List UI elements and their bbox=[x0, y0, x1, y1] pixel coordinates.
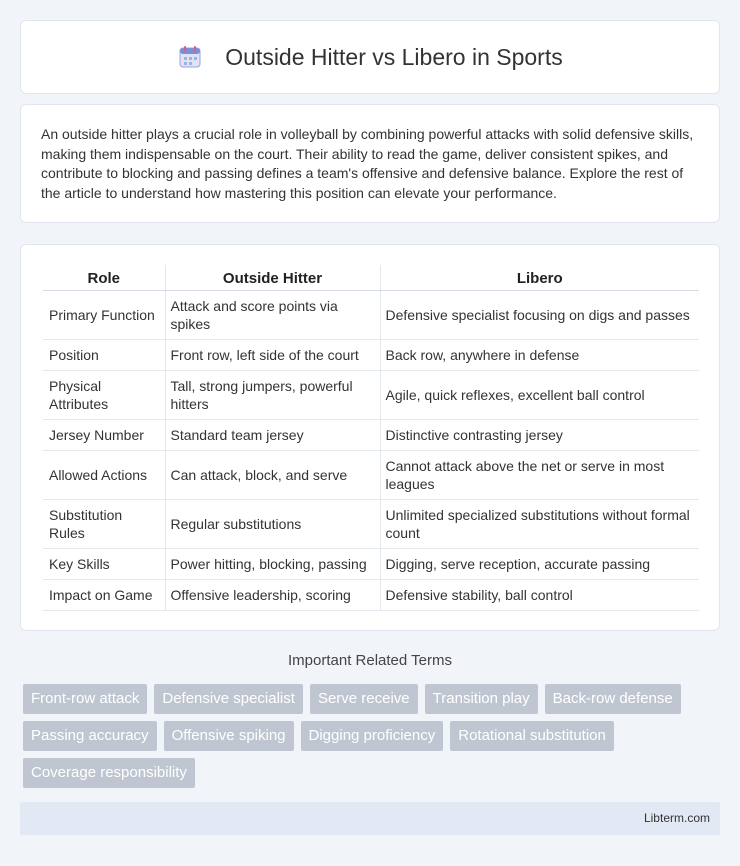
footer-link[interactable]: Libterm.com bbox=[643, 811, 710, 825]
table-cell: Cannot attack above the net or serve in most leagues bbox=[380, 450, 699, 499]
table-cell: Primary Function bbox=[43, 290, 165, 339]
table-cell: Physical Attributes bbox=[43, 370, 165, 419]
table-row bbox=[43, 499, 699, 548]
table-row bbox=[43, 419, 699, 450]
calendar-icon bbox=[177, 44, 203, 70]
table-row bbox=[43, 450, 699, 499]
table-header-row bbox=[43, 265, 699, 290]
term-tag[interactable]: Rotational substitution bbox=[450, 721, 614, 751]
table-cell: Front row, left side of the court bbox=[165, 339, 380, 370]
table-cell: Substitution Rules bbox=[43, 499, 165, 548]
term-tag[interactable]: Front-row attack bbox=[23, 684, 147, 714]
table-cell: Tall, strong jumpers, powerful hitters bbox=[165, 370, 380, 419]
header-card bbox=[20, 20, 720, 94]
table-cell: Defensive specialist focusing on digs and passes bbox=[380, 290, 699, 339]
term-tag[interactable]: Digging proficiency bbox=[301, 721, 444, 751]
table-row bbox=[43, 290, 699, 339]
related-terms-title: Important Related Terms bbox=[288, 652, 452, 669]
comparison-table bbox=[43, 265, 699, 611]
comparison-table-card bbox=[20, 244, 720, 631]
table-cell: Standard team jersey bbox=[165, 419, 380, 450]
table-cell: Regular substitutions bbox=[165, 499, 380, 548]
term-tag[interactable]: Coverage responsibility bbox=[23, 758, 195, 788]
term-tag[interactable]: Back-row defense bbox=[545, 684, 681, 714]
table-row bbox=[43, 370, 699, 419]
table-cell: Offensive leadership, scoring bbox=[165, 579, 380, 610]
column-header: Libero bbox=[380, 265, 699, 290]
column-header: Outside Hitter bbox=[165, 265, 380, 290]
term-tag[interactable]: Defensive specialist bbox=[154, 684, 303, 714]
table-row bbox=[43, 548, 699, 579]
table-cell: Digging, serve reception, accurate passing bbox=[380, 548, 699, 579]
term-tag[interactable]: Offensive spiking bbox=[164, 721, 294, 751]
intro-paragraph: An outside hitter plays a crucial role in volleyball by combining powerful attacks with solid defensive skills, making them indispensable on the court. Their ability to read the game, deliver consistent spikes, and contribute to blocking and passing defines a team's offensive and defensive balance. Explore the rest of the article to understand how mastering this position can elevate your performance. bbox=[41, 126, 694, 201]
term-tag[interactable]: Serve receive bbox=[310, 684, 418, 714]
table-row bbox=[43, 579, 699, 610]
table-cell: Agile, quick reflexes, excellent ball control bbox=[380, 370, 699, 419]
table-cell: Jersey Number bbox=[43, 419, 165, 450]
table-cell: Impact on Game bbox=[43, 579, 165, 610]
term-tag[interactable]: Transition play bbox=[425, 684, 538, 714]
column-header: Role bbox=[43, 265, 165, 290]
table-cell: Position bbox=[43, 339, 165, 370]
table-cell: Key Skills bbox=[43, 548, 165, 579]
table-cell: Distinctive contrasting jersey bbox=[380, 419, 699, 450]
table-cell: Allowed Actions bbox=[43, 450, 165, 499]
intro-card bbox=[20, 104, 720, 223]
related-terms-list bbox=[23, 684, 723, 795]
table-row bbox=[43, 339, 699, 370]
table-cell: Power hitting, blocking, passing bbox=[165, 548, 380, 579]
table-cell: Unlimited specialized substitutions without formal count bbox=[380, 499, 699, 548]
table-cell: Defensive stability, ball control bbox=[380, 579, 699, 610]
footer bbox=[20, 802, 720, 835]
table-cell: Can attack, block, and serve bbox=[165, 450, 380, 499]
table-cell: Attack and score points via spikes bbox=[165, 290, 380, 339]
table-cell: Back row, anywhere in defense bbox=[380, 339, 699, 370]
term-tag[interactable]: Passing accuracy bbox=[23, 721, 157, 751]
page-title: Outside Hitter vs Libero in Sports bbox=[225, 43, 563, 70]
